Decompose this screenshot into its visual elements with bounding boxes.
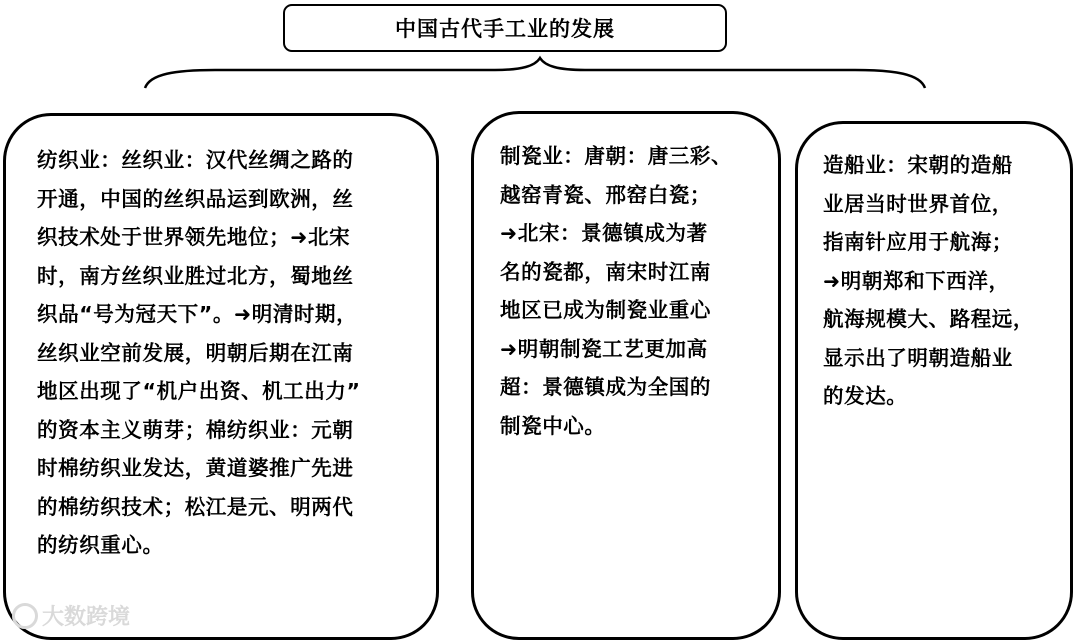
watermark-text: 大数跨境: [42, 605, 131, 630]
shipbuilding-panel-text: 造船业：宋朝的造船 业居当时世界首位， 指南针应用于航海； ➜明朝郑和下西洋， 航海规模大、路程远， 显示出了明朝造船业 的发达。: [823, 153, 1034, 408]
diagram-title: 中国古代手工业的发展: [395, 17, 615, 41]
porcelain-panel-text: 制瓷业：唐朝：唐三彩、 越窑青瓷、邢窑白瓷； ➜北宋：景德镇成为著 名的瓷都，南宋时江南 地区已成为制瓷业重心 ➜明朝制瓷工艺更加高 超：景德镇成为全国的 制瓷中心。: [500, 144, 733, 438]
brace-connector: [0, 0, 1080, 120]
watermark-logo-icon: [12, 603, 38, 629]
watermark: [12, 600, 130, 631]
textile-panel-text: 纺织业：丝织业：汉代丝绸之路的 开通，中国的丝织品运到欧洲，丝 织技术处于世界领先地位；➜北宋 时，南方丝织业胜过北方，蜀地丝 织品“号为冠天下”。➜明清时期， 丝织业空前发展，明朝后期在江南 地区出现了“机户出资、机工出力” 的资本主义萌芽；棉纺织业：元朝 时棉纺织业发达，黄道婆推广先进 的棉纺织技术；松江是元、明两代 的纺织重心。: [37, 148, 361, 557]
